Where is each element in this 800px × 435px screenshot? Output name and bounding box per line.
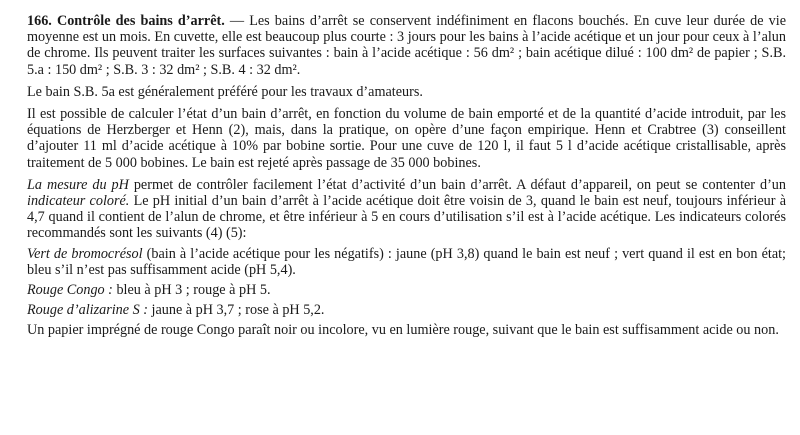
section-number: 166. bbox=[27, 13, 52, 29]
indicator-description: bleu à pH 3 ; rouge à pH 5. bbox=[112, 282, 271, 299]
indicator-name: Vert de bromocrésol bbox=[27, 245, 143, 262]
indicator-name: Rouge d’alizarine S : bbox=[27, 302, 148, 319]
indicator-congo-red bbox=[27, 282, 786, 298]
calculation-paragraph: Il est possible de calculer l’état d’un bain d’arrêt, en fonction du volume de bain emporté et de la quantité d’acide introduit, par les équations de Herzberger et Henn (2), mais, dans la pratique, on opère d’une façon empirique. Henn et Crabtree (3) conseillent d’ajouter 11 ml d’acide acétique à 10% par bobine sortie. Pour une cuve de 120 l, il faut 5 l d’acide acétique cristallisable, après traitement de 5 000 bobines. Le bain est rejeté après passage de 35 000 bobines. bbox=[27, 106, 786, 171]
indicator-description: jaune à pH 3,7 ; rose à pH 5,2. bbox=[147, 302, 325, 319]
preferred-bath-paragraph: Le bain S.B. 5a est généralement préféré pour les travaux d’amateurs. bbox=[27, 83, 423, 100]
ph-measurement-text-1: permet de contrôler facilement l’état d’activité d’un bain d’arrêt. A défaut d’appareil, on peut se contenter d’un bbox=[128, 176, 786, 193]
indicator-alizarin-red bbox=[27, 302, 786, 318]
ph-measurement-text-2: Le pH initial d’un bain d’arrêt à l’acide acétique doit être voisin de 3, quand le bain est neuf, toujours inférieur à 4,7 quand il contient de l’alun de chrome, et être inférieur à 5 en cours d’utilisation s’il est à l’acide acétique. Les indicateurs colorés recommandés sont les suivants (4) (5): bbox=[27, 193, 786, 242]
indicator-name: Rouge Congo : bbox=[27, 282, 113, 299]
ph-measurement-lead: La mesure du pH bbox=[27, 176, 129, 193]
indicator-bromocresol bbox=[27, 246, 786, 278]
section-title: Contrôle des bains d’arrêt. bbox=[56, 13, 225, 29]
color-indicator-term: indicateur coloré. bbox=[27, 193, 130, 210]
indicator-description: (bain à l’acide acétique pour les négatifs) : jaune (pH 3,8) quand le bain est neuf ; vert quand il est en bon état; bleu s’il n’est pas suffisamment acide (pH 5,4). bbox=[27, 245, 786, 278]
section-intro-text: — Les bains d’arrêt se conservent indéfiniment en flacons bouchés. En cuve leur durée de vie moyenne est un mois. En cuvette, elle est beaucoup plus courte : 3 jours pour les bains à l’acide acétique et un jour pour ceux à l’alun de chrome. Ils peuvent traiter les surfaces suivantes : bain à l’acide acétique : 56 dm² ; bain acétique dilué : 100 dm² de papier ; S.B. 5.a : 150 dm² ; S.B. 3 : 32 dm² ; S.B. 4 : 32 dm². bbox=[27, 13, 787, 78]
congo-paper-paragraph: Un papier imprégné de rouge Congo paraît noir ou incolore, vu en lumière rouge, suivant que le bain est suffisamment acide ou non. bbox=[27, 322, 779, 339]
section-166-paragraph bbox=[27, 13, 786, 78]
ph-measurement-paragraph bbox=[27, 177, 786, 242]
